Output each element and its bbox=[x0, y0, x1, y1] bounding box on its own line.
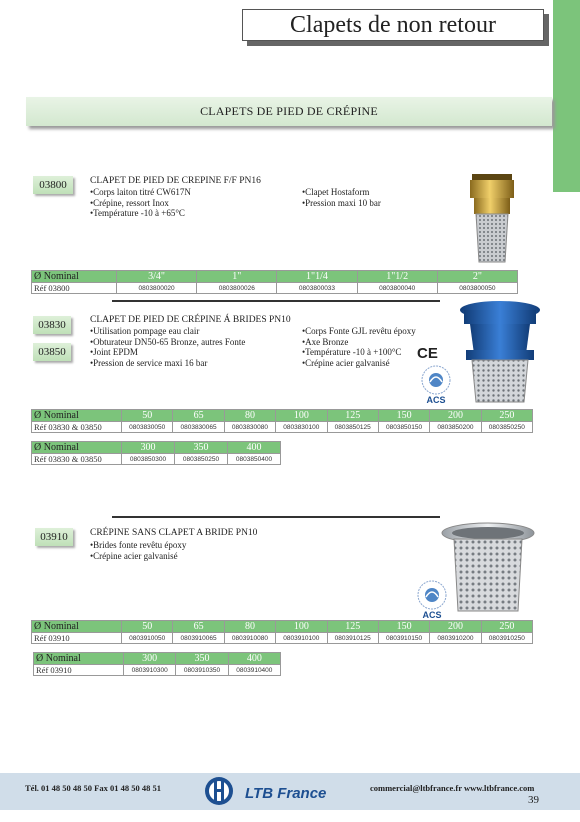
ref-label: Réf 03800 bbox=[32, 283, 117, 294]
size-cell: 400 bbox=[228, 442, 281, 454]
feature-item: • Obturateur DN50-65 Bronze, autres Fonte bbox=[90, 337, 245, 348]
ref-cell: 0803910100 bbox=[276, 633, 327, 644]
size-cell: 3/4" bbox=[117, 271, 197, 283]
ref-cell: 0803910200 bbox=[430, 633, 481, 644]
ref-cell: 0803910150 bbox=[378, 633, 429, 644]
divider bbox=[112, 516, 440, 518]
ref-cell: 0803910050 bbox=[122, 633, 173, 644]
ref-cell: 0803910400 bbox=[228, 665, 280, 676]
product-code-03850: 03850 bbox=[33, 343, 71, 361]
acs-certification-icon bbox=[416, 364, 456, 406]
size-cell: 400 bbox=[228, 653, 280, 665]
feature-item: • Crépine acier galvanisé bbox=[90, 551, 186, 562]
ce-mark-icon: CE bbox=[417, 345, 438, 362]
size-cell: 350 bbox=[176, 653, 228, 665]
nominal-label: Ø Nominal bbox=[32, 271, 117, 283]
ref-cell: 0803910125 bbox=[327, 633, 378, 644]
ref-cell: 0803800026 bbox=[197, 283, 277, 294]
feature-item: • Corps Fonte GJL revêtu époxy bbox=[302, 326, 416, 337]
strainer-image bbox=[440, 521, 536, 615]
ref-cell: 0803910065 bbox=[173, 633, 224, 644]
brass-foot-valve-image bbox=[462, 170, 522, 266]
feature-item: • Température -10 à +65°C bbox=[90, 208, 191, 219]
size-cell: 125 bbox=[327, 410, 378, 422]
size-cell: 150 bbox=[378, 621, 429, 633]
ref-cell: 0803850125 bbox=[327, 422, 378, 433]
size-cell: 250 bbox=[481, 410, 532, 422]
feature-item: • Axe Bronze bbox=[302, 337, 416, 348]
feature-item: • Crépine, ressort Inox bbox=[90, 198, 191, 209]
product-title: CRÉPINE SANS CLAPET A BRIDE PN10 bbox=[90, 528, 258, 538]
ref-cell: 0803830100 bbox=[276, 422, 327, 433]
size-table-03800 bbox=[31, 270, 518, 294]
ref-cell: 0803910300 bbox=[124, 665, 176, 676]
size-cell: 1"1/2 bbox=[357, 271, 437, 283]
side-tab bbox=[553, 0, 580, 192]
ref-cell: 0803850200 bbox=[430, 422, 481, 433]
product-code-03830: 03830 bbox=[33, 316, 71, 334]
size-table-03910-large bbox=[33, 652, 281, 676]
feature-list-right bbox=[302, 326, 416, 368]
ref-cell: 0803800040 bbox=[357, 283, 437, 294]
ref-cell: 0803800033 bbox=[277, 283, 357, 294]
section-title: CLAPETS DE PIED DE CRÉPINE bbox=[26, 97, 552, 126]
ref-cell: 0803850250 bbox=[481, 422, 532, 433]
ltb-france-logo bbox=[203, 775, 353, 807]
size-cell: 350 bbox=[175, 442, 228, 454]
ref-cell: 0803800050 bbox=[437, 283, 517, 294]
ref-cell: 0803800020 bbox=[117, 283, 197, 294]
feature-list-right bbox=[302, 187, 381, 208]
ref-cell: 0803830065 bbox=[173, 422, 224, 433]
size-cell: 150 bbox=[378, 410, 429, 422]
size-cell: 2" bbox=[437, 271, 517, 283]
size-cell: 125 bbox=[327, 621, 378, 633]
ref-cell: 0803850150 bbox=[378, 422, 429, 433]
ref-label: Réf 03830 & 03850 bbox=[32, 454, 122, 465]
ref-cell: 0803830080 bbox=[224, 422, 275, 433]
size-cell: 250 bbox=[481, 621, 532, 633]
footer-contact-phone: Tél. 01 48 50 48 50 Fax 01 48 50 48 51 bbox=[25, 783, 161, 793]
size-cell: 1" bbox=[197, 271, 277, 283]
size-cell: 65 bbox=[173, 621, 224, 633]
size-cell: 100 bbox=[276, 621, 327, 633]
feature-list-left bbox=[90, 187, 191, 219]
acs-label: ACS bbox=[422, 610, 442, 620]
divider bbox=[112, 300, 440, 302]
feature-item: • Utilisation pompage eau clair bbox=[90, 326, 245, 337]
size-table-03830-03850 bbox=[31, 409, 533, 433]
nominal-label: Ø Nominal bbox=[32, 621, 122, 633]
feature-item: • Joint EPDM bbox=[90, 347, 245, 358]
feature-item: • Pression maxi 10 bar bbox=[302, 198, 381, 209]
ref-cell: 0803910250 bbox=[481, 633, 532, 644]
brand-name: LTB France bbox=[245, 785, 327, 802]
feature-item: • Clapet Hostaform bbox=[302, 187, 381, 198]
feature-list-left bbox=[90, 326, 245, 368]
size-cell: 100 bbox=[276, 410, 327, 422]
product-code-03800: 03800 bbox=[33, 176, 73, 194]
ref-cell: 0803850300 bbox=[122, 454, 175, 465]
feature-list bbox=[90, 540, 186, 561]
ref-cell: 0803850400 bbox=[228, 454, 281, 465]
size-cell: 1"1/4 bbox=[277, 271, 357, 283]
size-cell: 200 bbox=[430, 621, 481, 633]
feature-item: • Corps laiton titré CW617N bbox=[90, 187, 191, 198]
size-cell: 65 bbox=[173, 410, 224, 422]
page-number: 39 bbox=[528, 794, 539, 806]
ref-cell: 0803830050 bbox=[122, 422, 173, 433]
size-cell: 50 bbox=[122, 410, 173, 422]
nominal-label: Ø Nominal bbox=[32, 442, 122, 454]
nominal-label: Ø Nominal bbox=[34, 653, 124, 665]
size-table-03830-03850-large bbox=[31, 441, 281, 465]
size-cell: 200 bbox=[430, 410, 481, 422]
ref-label: Réf 03910 bbox=[34, 665, 124, 676]
ltb-logo-icon bbox=[203, 775, 353, 807]
ref-label: Réf 03910 bbox=[32, 633, 122, 644]
flanged-foot-valve-image bbox=[456, 298, 544, 404]
feature-item: • Température -10 à +100°C bbox=[302, 347, 416, 358]
size-cell: 80 bbox=[224, 621, 275, 633]
feature-item: • Crépine acier galvanisé bbox=[302, 358, 416, 369]
feature-item: • Brides fonte revêtu époxy bbox=[90, 540, 186, 551]
size-cell: 50 bbox=[122, 621, 173, 633]
product-code-03910: 03910 bbox=[35, 528, 73, 546]
size-cell: 300 bbox=[124, 653, 176, 665]
nominal-label: Ø Nominal bbox=[32, 410, 122, 422]
footer-contact-web[interactable]: commercial@ltbfrance.fr www.ltbfrance.com bbox=[370, 783, 535, 793]
acs-label: ACS bbox=[426, 395, 446, 405]
page-title: Clapets de non retour bbox=[242, 9, 544, 41]
ref-label: Réf 03830 & 03850 bbox=[32, 422, 122, 433]
ref-cell: 0803910080 bbox=[224, 633, 275, 644]
size-table-03910 bbox=[31, 620, 533, 644]
product-title: CLAPET DE PIED DE CREPINE F/F PN16 bbox=[90, 176, 261, 186]
ref-cell: 0803910350 bbox=[176, 665, 228, 676]
size-cell: 80 bbox=[224, 410, 275, 422]
ref-cell: 0803850250 bbox=[175, 454, 228, 465]
size-cell: 300 bbox=[122, 442, 175, 454]
feature-item: • Pression de service maxi 16 bar bbox=[90, 358, 245, 369]
product-title: CLAPET DE PIED DE CRÉPINE Á BRIDES PN10 bbox=[90, 315, 291, 325]
